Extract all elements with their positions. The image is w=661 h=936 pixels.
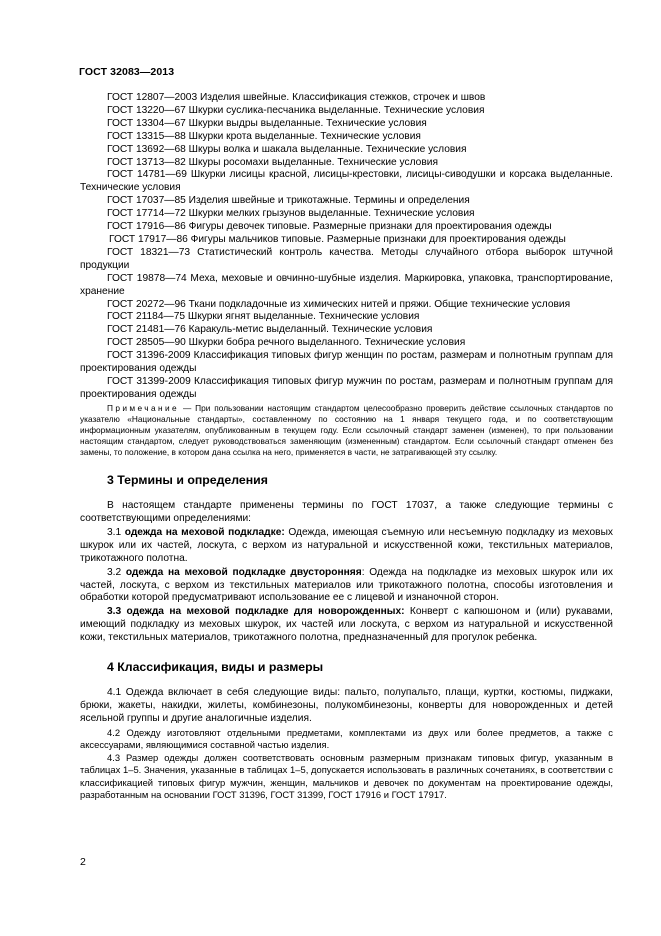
- term-number: 3.1: [107, 526, 125, 538]
- paragraph-4-3: 4.3 Размер одежды должен соответствовать основным размерным признакам типовых фигур, указанным в таблицах 1–5. Значения, указанные в таблицах 1–5, допускается использовать в различных сочетаниях, в соответствии с классификацией типовых фигур мужчин, женщин, мальчиков и девочек по документам на проектирование одежды, разработанным на основании ГОСТ 31396, ГОСТ 31399, ГОСТ 17916 и ГОСТ 17917.: [80, 752, 613, 800]
- term-number: 3.2: [107, 566, 126, 578]
- reference-item: ГОСТ 28505—90 Шкурки бобра речного выделанного. Технические условия: [107, 337, 466, 349]
- reference-item: ГОСТ 13713—82 Шкуры росомахи выделанные. Технические условия: [107, 156, 438, 168]
- references-list: [80, 92, 613, 402]
- document-header: ГОСТ 32083—2013: [79, 66, 175, 78]
- reference-item: ГОСТ 13315—88 Шкурки крота выделанные. Технические условия: [107, 130, 421, 142]
- reference-item: ГОСТ 17917—86 Фигуры мальчиков типовые. Размерные признаки для проектирования одежды: [109, 233, 566, 245]
- term-name: одежда на меховой подкладке двусторонняя: [125, 566, 362, 578]
- reference-item: ГОСТ 14781—69 Шкурки лисицы красной, лисицы-крестовки, лисицы-сиводушки и корсака выделанные. Технические условия: [80, 169, 613, 194]
- term-name: одежда на меховой подкладке для новорожденных:: [126, 606, 405, 618]
- term-3-3: [80, 606, 613, 645]
- reference-item: ГОСТ 31399-2009 Классификация типовых фигур мужчин по ростам, размерам и полнотным группам для проектирования одежды: [80, 375, 613, 400]
- reference-item: ГОСТ 21481—76 Каракуль-метис выделанный. Технические условия: [107, 324, 433, 336]
- reference-item: ГОСТ 19878—74 Меха, меховые и овчинно-шубные изделия. Маркировка, упаковка, транспортирование, хранение: [80, 272, 613, 297]
- reference-item: ГОСТ 21184—75 Шкурки ягнят выделанные. Технические условия: [107, 311, 420, 323]
- reference-item: ГОСТ 17037—85 Изделия швейные и трикотажные. Термины и определения: [107, 195, 470, 207]
- paragraph-4-1: 4.1 Одежда включает в себя следующие виды: пальто, полупальто, плащи, куртки, костюмы, пиджаки, брюки, жакеты, накидки, жилеты, комбинезоны, полукомбинезоны, конверты для новорожденных и детей ясельной группы и другие аналогичные изделия.: [80, 687, 613, 724]
- note-text: — При пользовании настоящим стандартом целесообразно проверить действие ссылочных стандартов по указателю «Национальные стандарты», составленному по состоянию на 1 января текущего года, и по соответствующим информационным указателям, опубликованным в текущем году. Если ссылочный стандарт заменен (изменен), то при пользовании настоящим стандартом, следует руководствоваться заменяющим (измененным) стандартом. Если ссылочный стандарт отменен без замены, то положение, в котором дана ссылка на него, применяется в части, не затрагивающей эту ссылку.: [80, 402, 613, 458]
- term-definition: : Одежда на подкладке из меховых шкурок или их частей, лоскута, с верхом из текстильных материалов или трикотажного полотна, способы изготовления и обработки которой предусматривают использование ее с лицевой и изнаночной сторон.: [80, 566, 613, 604]
- note-paragraph: [80, 403, 613, 458]
- reference-item: ГОСТ 12807—2003 Изделия швейные. Классификация стежков, строчек и швов: [107, 92, 486, 103]
- term-name: одежда на меховой подкладке:: [124, 526, 285, 538]
- section-3-title: 3 Термины и определения: [107, 473, 268, 488]
- note-label: Примечание: [107, 402, 180, 413]
- reference-item: ГОСТ 13304—67 Шкурки выдры выделанные. Технические условия: [107, 117, 427, 129]
- term-3-1: [80, 527, 613, 566]
- reference-item: ГОСТ 20272—96 Ткани подкладочные из химических нитей и пряжи. Общие технические условия: [107, 298, 571, 310]
- section-3-intro: В настоящем стандарте применены термины по ГОСТ 17037, а также следующие термины с соответствующими определениями:: [80, 500, 613, 525]
- reference-item: ГОСТ 31396-2009 Классификация типовых фигур женщин по ростам, размерам и полнотным группам для проектирования одежды: [80, 350, 613, 375]
- reference-item: ГОСТ 17916—86 Фигуры девочек типовые. Размерные признаки для проектирования одежды: [107, 221, 552, 233]
- paragraph-4-2: 4.2 Одежду изготовляют отдельными предметами, комплектами из двух или более предметов, а также с аксессуарами, являющимися составной частью изделия.: [80, 726, 613, 750]
- term-3-2: [80, 567, 613, 606]
- term-definition: Одежда, имеющая съемную или несъемную подкладку из меховых шкурок или их частей, лоскута, с верхом из натуральной и искусственной кожи, текстильных материалов, трикотажного полотна.: [80, 526, 613, 564]
- reference-item: ГОСТ 13692—68 Шкуры волка и шакала выделанные. Технические условия: [107, 143, 467, 155]
- reference-item: ГОСТ 18321—73 Статистический контроль качества. Методы случайного отбора выборок штучной продукции: [80, 246, 613, 271]
- reference-item: ГОСТ 17714—72 Шкурки мелких грызунов выделанные. Технические условия: [107, 208, 475, 220]
- reference-item: ГОСТ 13220—67 Шкурки суслика-песчаника выделанные. Технические условия: [107, 104, 485, 116]
- term-definition: Конверт с капюшоном и (или) рукавами, имеющий подкладку из меховых шкурок, их частей или лоскута, с верхом из натуральной и искусственной кожи, текстильных материалов, трикотажного полотна, предназначенный для прогулок ребенка.: [80, 606, 614, 644]
- section-4-title: 4 Классификация, виды и размеры: [107, 660, 324, 675]
- term-number: 3.3: [107, 606, 127, 618]
- page-number: 2: [80, 856, 86, 868]
- document-body: [80, 92, 613, 801]
